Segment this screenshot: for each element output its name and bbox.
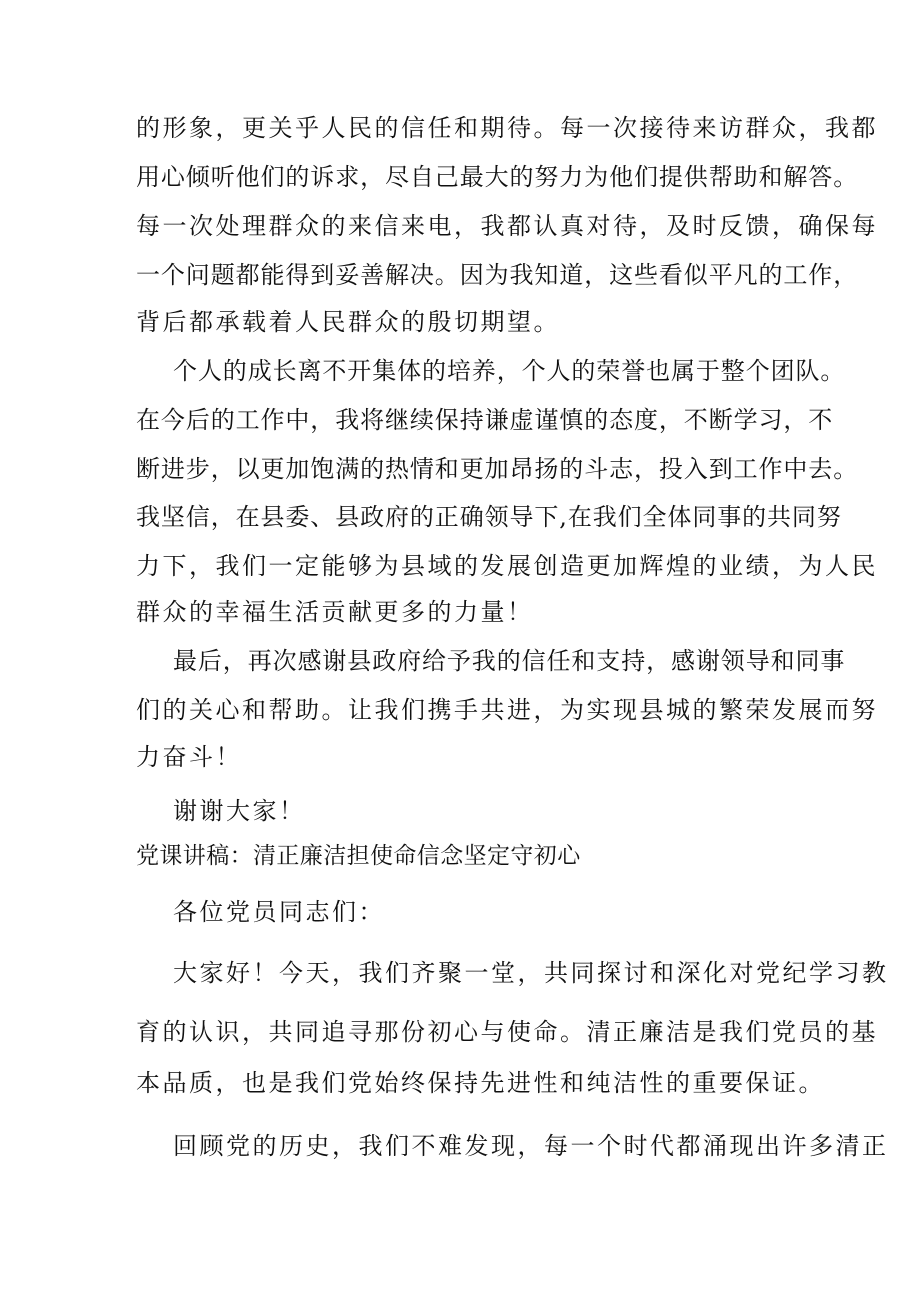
paragraph-2-line-5: 力下，我们一定能够为县域的发展创造更加辉煌的业绩，为人民 — [136, 552, 878, 580]
paragraph-3-line-2: 们的关心和帮助。让我们携手共进，为实现县城的繁荣发展而努 — [136, 696, 878, 724]
paragraph-4-line-3: 本品质，也是我们党始终保持先进性和纯洁性的重要保证。 — [136, 1069, 825, 1097]
document-title: 党课讲稿：清正廉洁担使命信念坚定守初心 — [136, 843, 581, 869]
paragraph-2-line-6: 群众的幸福生活贡献更多的力量！ — [136, 598, 534, 626]
paragraph-4-line-2: 育的认识，共同追寻那份初心与使命。清正廉洁是我们党员的基 — [136, 1018, 878, 1046]
paragraph-1-line-5: 背后都承载着人民群众的殷切期望。 — [136, 308, 560, 336]
paragraph-2-line-3: 断进步，以更加饱满的热情和更加昂扬的斗志，投入到工作中去。 — [136, 455, 859, 483]
paragraph-4-line-1: 大家好！今天，我们齐聚一堂，共同探讨和深化对党纪学习教 — [173, 959, 889, 987]
paragraph-1-line-2: 用心倾听他们的诉求，尽自己最大的努力为他们提供帮助和解答。 — [136, 163, 859, 191]
paragraph-2-line-2: 在今后的工作中，我将继续保持谦虚谨慎的态度，不断学习，不 — [136, 406, 834, 434]
closing-text: 谢谢大家！ — [173, 797, 306, 825]
salutation: 各位党员同志们： — [173, 898, 385, 926]
paragraph-1-line-4: 一个问题都能得到妥善解决。因为我知道，这些看似平凡的工作， — [136, 261, 859, 289]
paragraph-5-line-1: 回顾党的历史，我们不难发现，每一个时代都涌现出许多清正 — [173, 1132, 889, 1160]
paragraph-3-line-1: 最后，再次感谢县政府给予我的信任和支持，感谢领导和同事 — [173, 647, 846, 675]
paragraph-1-line-3: 每一次处理群众的来信来电，我都认真对待，及时反馈，确保每 — [136, 212, 878, 240]
paragraph-1-line-1: 的形象，更关乎人民的信任和期待。每一次接待来访群众，我都 — [136, 114, 878, 142]
paragraph-3-line-3: 力奋斗！ — [136, 743, 242, 771]
paragraph-2-line-4: 我坚信，在县委、县政府的正确领导下,在我们全体同事的共同努 — [136, 503, 842, 531]
paragraph-2-line-1: 个人的成长离不开集体的培养，个人的荣誉也属于整个团队。 — [173, 357, 846, 385]
